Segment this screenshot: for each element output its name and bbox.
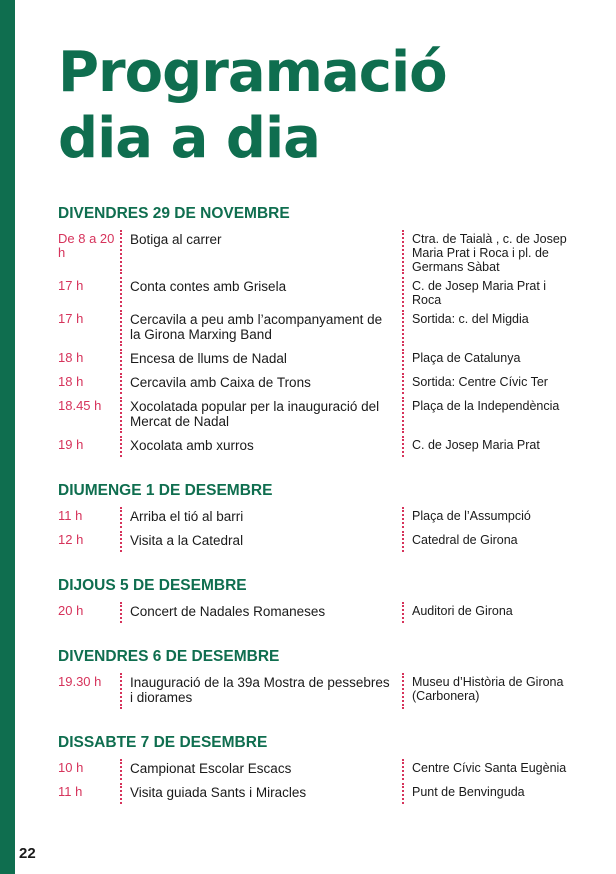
event-time: 18 h — [58, 374, 84, 389]
event-row — [58, 277, 578, 307]
event-time: 17 h — [58, 311, 84, 326]
event-place: Centre Cívic Santa Eugènia — [412, 761, 567, 775]
event-name: Cercavila amb Caixa de Trons — [130, 375, 311, 390]
event-row — [58, 436, 578, 457]
day-title: DISSABTE 7 DE DESEMBRE — [58, 734, 268, 751]
day-title: DIVENDRES 6 DE DESEMBRE — [58, 648, 280, 665]
dotted-divider — [402, 783, 412, 804]
page-title — [58, 40, 578, 172]
dotted-divider — [402, 602, 412, 623]
event-place: C. de Josep Maria Prat i Roca — [412, 279, 547, 307]
event-place: Museu d’Història de Girona (Carbonera) — [412, 675, 564, 703]
event-time: 18 h — [58, 350, 84, 365]
dotted-divider — [120, 230, 130, 274]
day-section — [58, 576, 578, 623]
event-time: De 8 a 20 h — [58, 231, 115, 260]
dotted-divider — [120, 436, 130, 457]
event-name: Xocolatada popular per la inauguració del Mercat de Nadal — [130, 399, 380, 429]
event-place: C. de Josep Maria Prat — [412, 438, 540, 452]
day-section — [58, 647, 578, 709]
page-number: 22 — [19, 845, 36, 862]
event-time: 10 h — [58, 760, 84, 775]
dotted-divider — [402, 277, 412, 307]
event-name: Concert de Nadales Romaneses — [130, 604, 326, 619]
day-section — [58, 204, 578, 457]
side-bar — [0, 0, 15, 874]
event-place: Auditori de Girona — [412, 604, 513, 618]
day-title: DIJOUS 5 DE DESEMBRE — [58, 577, 247, 594]
event-row — [58, 602, 578, 623]
event-row — [58, 673, 578, 709]
dotted-divider — [120, 277, 130, 307]
event-name: Cercavila a peu amb l’acompanyament de la Girona Marxing Band — [130, 312, 383, 342]
event-name: Arriba el tió al barri — [130, 509, 244, 524]
day-title: DIVENDRES 29 DE NOVEMBRE — [58, 205, 290, 222]
event-name: Visita guiada Sants i Miracles — [130, 785, 307, 800]
dotted-divider — [120, 673, 130, 709]
dotted-divider — [120, 310, 130, 346]
dotted-divider — [402, 349, 412, 370]
event-row — [58, 230, 578, 274]
dotted-divider — [402, 759, 412, 780]
event-time: 19 h — [58, 437, 84, 452]
dotted-divider — [120, 759, 130, 780]
event-place: Sortida: c. del Migdia — [412, 312, 529, 326]
event-row — [58, 759, 578, 780]
dotted-divider — [402, 531, 412, 552]
dotted-divider — [120, 397, 130, 433]
event-name: Xocolata amb xurros — [130, 438, 254, 453]
dotted-divider — [120, 783, 130, 804]
dotted-divider — [120, 349, 130, 370]
dotted-divider — [402, 673, 412, 709]
day-section — [58, 733, 578, 804]
event-row — [58, 310, 578, 346]
event-place: Plaça de l’Assumpció — [412, 509, 531, 523]
event-row — [58, 373, 578, 394]
dotted-divider — [120, 373, 130, 394]
dotted-divider — [402, 436, 412, 457]
event-name: Conta contes amb Grisela — [130, 279, 287, 294]
dotted-divider — [402, 230, 412, 274]
event-row — [58, 531, 578, 552]
page-title-line-1: Programació — [58, 40, 447, 105]
page-title-line-2: dia a dia — [58, 106, 320, 171]
event-row — [58, 349, 578, 370]
schedule — [58, 204, 578, 828]
day-title: DIUMENGE 1 DE DESEMBRE — [58, 482, 273, 499]
event-name: Encesa de llums de Nadal — [130, 351, 287, 366]
dotted-divider — [402, 397, 412, 433]
event-place: Catedral de Girona — [412, 533, 518, 547]
event-name: Inauguració de la 39a Mostra de pessebres i diorames — [130, 675, 390, 705]
event-place: Punt de Benvinguda — [412, 785, 525, 799]
event-place: Plaça de la Independència — [412, 399, 560, 413]
dotted-divider — [402, 310, 412, 346]
event-name: Botiga al carrer — [130, 232, 222, 247]
day-section — [58, 481, 578, 552]
event-time: 11 h — [58, 784, 83, 799]
dotted-divider — [402, 507, 412, 528]
event-time: 11 h — [58, 508, 83, 523]
event-name: Visita a la Catedral — [130, 533, 244, 548]
event-place: Plaça de Catalunya — [412, 351, 521, 365]
dotted-divider — [120, 507, 130, 528]
event-time: 17 h — [58, 278, 84, 293]
event-row — [58, 397, 578, 433]
event-place: Ctra. de Taialà , c. de Josep Maria Prat i Roca i pl. de Germans Sàbat — [412, 232, 567, 274]
dotted-divider — [402, 373, 412, 394]
event-time: 20 h — [58, 603, 84, 618]
event-row — [58, 507, 578, 528]
event-row — [58, 783, 578, 804]
dotted-divider — [120, 531, 130, 552]
event-place: Sortida: Centre Cívic Ter — [412, 375, 548, 389]
event-time: 19.30 h — [58, 674, 102, 689]
event-time: 12 h — [58, 532, 84, 547]
dotted-divider — [120, 602, 130, 623]
event-name: Campionat Escolar Escacs — [130, 761, 292, 776]
event-time: 18.45 h — [58, 398, 102, 413]
